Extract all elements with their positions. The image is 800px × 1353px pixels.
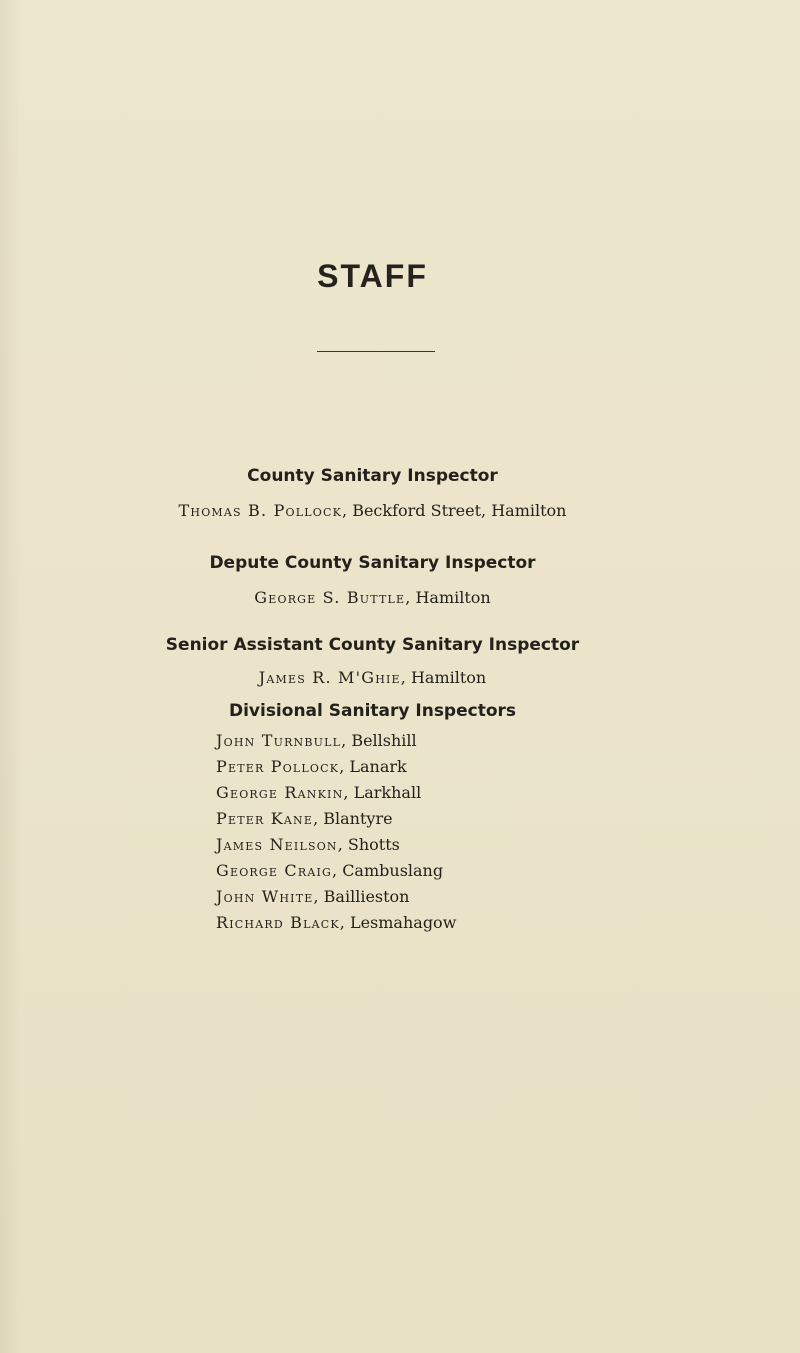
staff-location: , Larkhall <box>343 783 422 802</box>
staff-location: , Lesmahagow <box>339 913 457 932</box>
section-heading-county-inspector: County Sanitary Inspector <box>247 466 498 486</box>
staff-name: John White <box>216 887 314 906</box>
staff-location: , Hamilton <box>400 668 487 687</box>
section-heading-senior-assistant: Senior Assistant County Sanitary Inspector <box>165 635 580 655</box>
staff-name: James R. M'Ghie <box>258 668 401 687</box>
staff-location: , Lanark <box>339 757 407 776</box>
list-item <box>216 858 456 884</box>
staff-entry-depute-inspector <box>0 588 745 607</box>
staff-location: , Shotts <box>337 835 400 854</box>
staff-name: Peter Pollock <box>216 757 340 776</box>
staff-name: George S. Buttle <box>254 588 406 607</box>
list-item <box>216 780 456 806</box>
staff-location: , Hamilton <box>405 588 491 607</box>
title-divider <box>317 351 435 352</box>
list-item <box>216 910 456 936</box>
staff-name: Richard Black <box>216 913 340 932</box>
staff-entry-senior-assistant <box>0 668 745 687</box>
staff-name: George Craig <box>216 861 333 880</box>
staff-entry-county-inspector <box>0 501 745 520</box>
divisional-inspectors-list <box>216 728 456 936</box>
staff-name: Peter Kane <box>216 809 314 828</box>
staff-name: James Neilson <box>216 835 338 854</box>
list-item <box>216 754 456 780</box>
list-item <box>216 832 456 858</box>
staff-location: , Beckford Street, Hamilton <box>342 501 567 520</box>
section-heading-divisional-inspectors: Divisional Sanitary Inspectors <box>228 701 517 721</box>
list-item <box>216 884 456 910</box>
page-title: STAFF <box>317 258 428 294</box>
staff-location: , Blantyre <box>313 809 393 828</box>
staff-name: Thomas B. Pollock <box>178 501 343 520</box>
staff-name: George Rankin <box>216 783 344 802</box>
staff-location: , Bellshill <box>341 731 417 750</box>
list-item <box>216 728 456 754</box>
staff-location: , Baillieston <box>313 887 410 906</box>
section-heading-depute-inspector: Depute County Sanitary Inspector <box>209 553 536 573</box>
staff-name: John Turnbull <box>216 731 342 750</box>
list-item <box>216 806 456 832</box>
staff-location: , Cambuslang <box>332 861 444 880</box>
